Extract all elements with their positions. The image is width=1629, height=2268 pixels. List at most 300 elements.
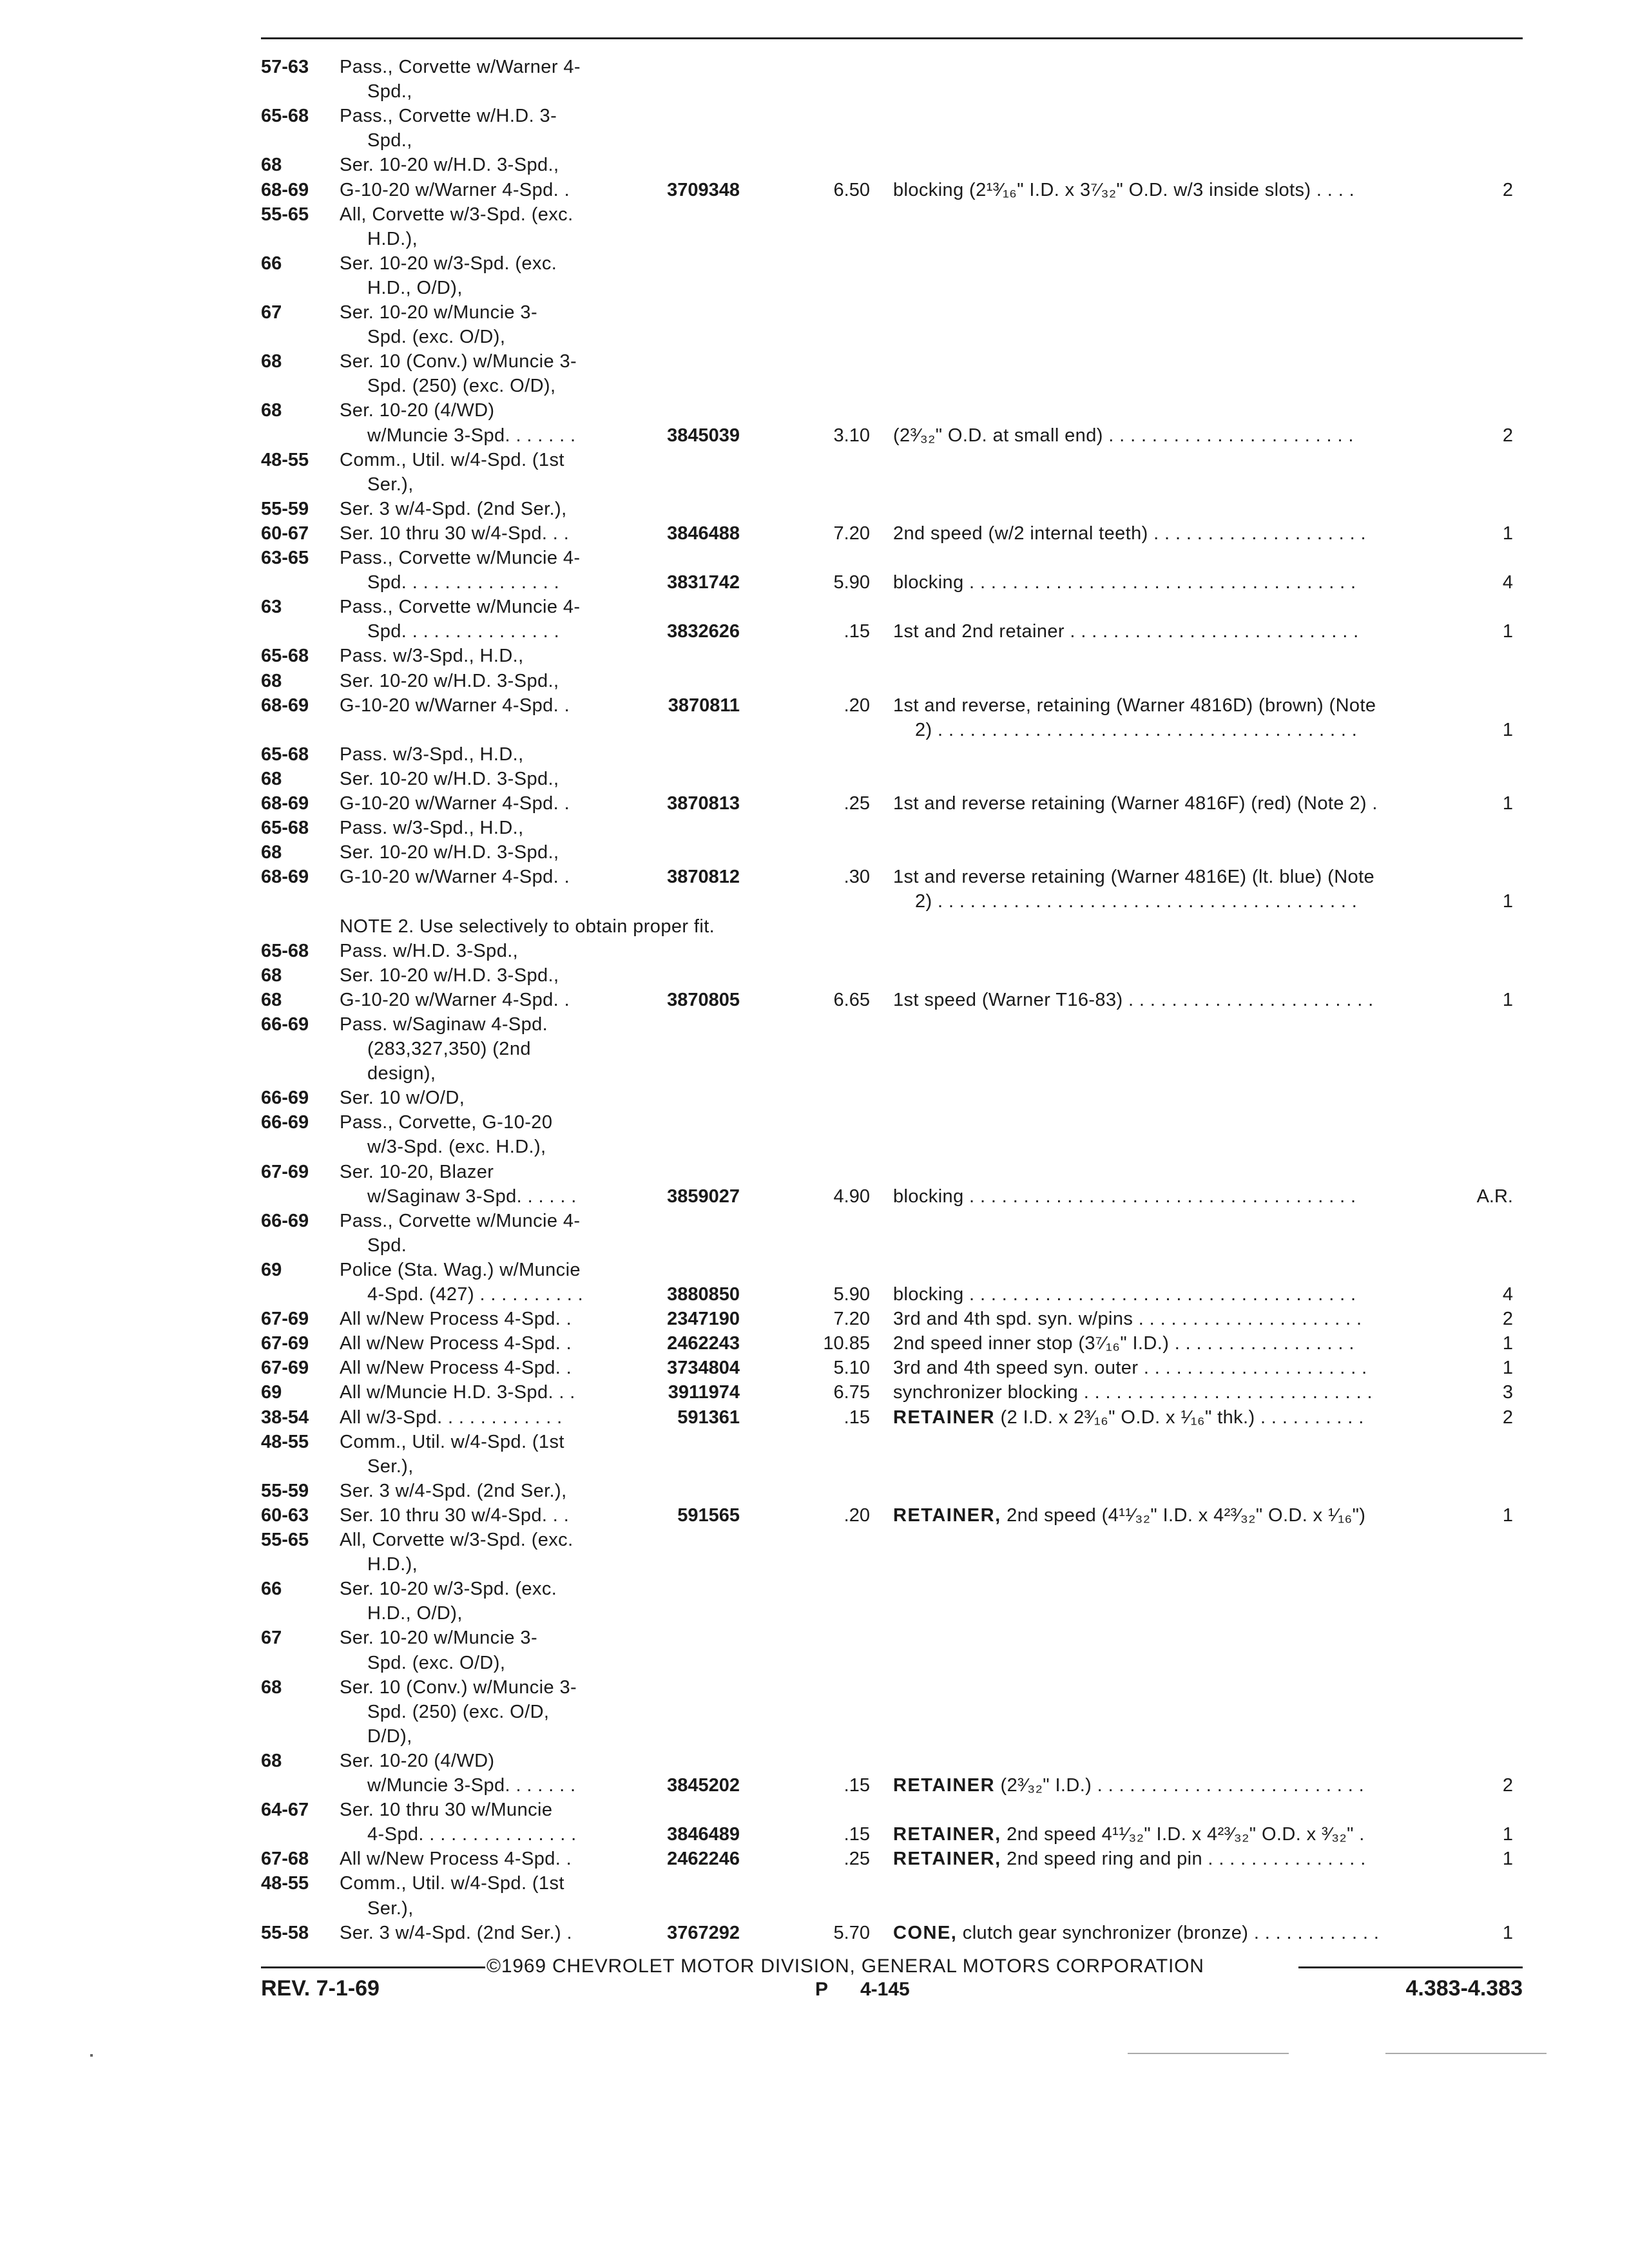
part-detail: blocking (2¹³⁄₁₆" I.D. x 3⁷⁄₃₂" O.D. w/3 inside slots) . . . . — [893, 180, 1355, 200]
model-years: 68-69 — [261, 793, 309, 814]
list-price: .25 — [843, 1849, 870, 1869]
part-number: 3846489 — [667, 1824, 740, 1845]
part-description — [893, 1847, 1366, 1870]
part-name: RETAINER — [893, 1775, 996, 1796]
part-number: 3831742 — [667, 572, 740, 593]
part-description — [893, 1921, 1379, 1945]
part-detail: 2nd speed inner stop (3⁷⁄₁₆" I.D.) . . . . . . . . . . . . . . . . . — [893, 1333, 1354, 1354]
part-detail: blocking . . . . . . . . . . . . . . . . . . . . . . . . . . . . . . . . . . . . — [893, 1284, 1356, 1305]
quantity: 2 — [1502, 425, 1513, 446]
table-row — [0, 1234, 1629, 1257]
part-name: CONE, — [893, 1923, 958, 1943]
part-number: 3870805 — [667, 990, 740, 1010]
table-row — [0, 841, 1629, 864]
application-text: All w/Muncie H.D. 3-Spd. . . — [340, 1382, 575, 1403]
model-years: 67-69 — [261, 1162, 309, 1182]
table-row — [0, 227, 1629, 251]
application-text: H.D.), — [367, 229, 418, 249]
quantity: 1 — [1502, 1505, 1513, 1526]
application-text: G-10-20 w/Warner 4-Spd. . — [340, 180, 570, 200]
application-text: Ser. 10-20 w/Muncie 3- — [340, 1628, 537, 1648]
page-number: 4-145 — [860, 1979, 910, 2000]
application-text: D/D), — [367, 1726, 412, 1747]
application-text: All w/3-Spd. . . . . . . . . . . . — [340, 1407, 563, 1428]
table-row — [0, 1823, 1629, 1846]
table-row — [0, 865, 1629, 889]
part-description — [893, 1332, 1354, 1355]
part-detail: 2nd speed ring and pin . . . . . . . . . . . . . . . — [1001, 1849, 1366, 1869]
table-row — [0, 1037, 1629, 1061]
model-years: 66 — [261, 1579, 282, 1599]
model-years: 66-69 — [261, 1014, 309, 1035]
model-years: 67-69 — [261, 1333, 309, 1354]
model-years: 55-65 — [261, 1530, 309, 1550]
top-rule — [261, 37, 1523, 39]
copyright-text: ©1969 CHEVROLET MOTOR DIVISION, GENERAL MOTORS CORPORATION — [487, 1956, 1204, 1977]
table-row — [0, 620, 1629, 643]
model-years: 68 — [261, 1751, 282, 1771]
part-description — [893, 1504, 1365, 1527]
part-description — [893, 1823, 1365, 1846]
model-years: 68 — [261, 155, 282, 175]
part-name: RETAINER — [893, 1407, 996, 1428]
table-row — [0, 1209, 1629, 1233]
table-row — [0, 325, 1629, 349]
table-row — [0, 767, 1629, 791]
application-text: Comm., Util. w/4-Spd. (1st — [340, 1873, 564, 1894]
part-detail: blocking . . . . . . . . . . . . . . . . . . . . . . . . . . . . . . . . . . . . — [893, 1186, 1356, 1207]
application-text: Ser. 10-20 w/H.D. 3-Spd., — [340, 965, 559, 986]
application-text: Ser. 10 (Conv.) w/Muncie 3- — [340, 351, 577, 372]
application-text: Pass. w/Saginaw 4-Spd. — [340, 1014, 548, 1035]
table-row — [0, 1872, 1629, 1895]
part-number: 3846488 — [667, 523, 740, 544]
application-text: Ser. 10 (Conv.) w/Muncie 3- — [340, 1677, 577, 1698]
application-text: NOTE 2. Use selectively to obtain proper fit. — [340, 916, 715, 937]
model-years: 60-67 — [261, 523, 309, 544]
application-text: Ser. 10-20 w/H.D. 3-Spd., — [340, 842, 559, 863]
list-price: 7.20 — [833, 1309, 870, 1329]
application-text: Ser.), — [367, 1456, 414, 1477]
part-number: 3859027 — [667, 1186, 740, 1207]
model-years: 69 — [261, 1260, 282, 1280]
model-years: 63 — [261, 597, 282, 617]
part-detail: 2nd speed (4¹¹⁄₃₂" I.D. x 4²³⁄₃₂" O.D. x ¹⁄₁₆") — [1001, 1505, 1366, 1526]
model-years: 64-67 — [261, 1800, 309, 1820]
application-text: G-10-20 w/Warner 4-Spd. . — [340, 990, 570, 1010]
application-text: All w/New Process 4-Spd. . — [340, 1309, 572, 1329]
quantity: 1 — [1502, 523, 1513, 544]
table-row — [0, 890, 1629, 913]
copyright-rule-left — [261, 1966, 485, 1968]
application-text: G-10-20 w/Warner 4-Spd. . — [340, 793, 570, 814]
scan-speck — [90, 2054, 93, 2057]
part-description — [893, 522, 1366, 545]
application-text: Ser.), — [367, 474, 414, 495]
application-text: Ser. 3 w/4-Spd. (2nd Ser.), — [340, 499, 567, 519]
application-text: 4-Spd. (427) . . . . . . . . . . — [367, 1284, 584, 1305]
quantity: 1 — [1502, 1849, 1513, 1869]
page-letter: P — [815, 1979, 829, 2000]
model-years: 66-69 — [261, 1112, 309, 1133]
application-text: All w/New Process 4-Spd. . — [340, 1849, 572, 1869]
application-text: All, Corvette w/3-Spd. (exc. — [340, 204, 574, 225]
model-years: 65-68 — [261, 941, 309, 961]
part-detail: 2) . . . . . . . . . . . . . . . . . . . . . . . . . . . . . . . . . . . . . . . — [915, 720, 1358, 740]
table-row — [0, 792, 1629, 815]
model-years: 65-68 — [261, 646, 309, 666]
table-row — [0, 1725, 1629, 1748]
quantity: A.R. — [1476, 1186, 1513, 1207]
model-years: 69 — [261, 1382, 282, 1403]
application-text: Spd. . . . . . . . . . . . . . . — [367, 621, 560, 642]
part-description — [893, 988, 1374, 1012]
part-number: 3767292 — [667, 1923, 740, 1943]
model-years: 68 — [261, 671, 282, 691]
application-text: Comm., Util. w/4-Spd. (1st — [340, 450, 564, 470]
part-number: 2462246 — [667, 1849, 740, 1869]
list-price: .15 — [843, 621, 870, 642]
application-text: Pass., Corvette w/Muncie 4- — [340, 1211, 581, 1231]
application-text: Spd. (250) (exc. O/D, — [367, 1702, 550, 1722]
model-years: 68-69 — [261, 180, 309, 200]
application-text: Ser. 10 thru 30 w/Muncie — [340, 1800, 553, 1820]
part-number: 3709348 — [667, 180, 740, 200]
model-years: 60-63 — [261, 1505, 309, 1526]
part-number: 3870811 — [668, 695, 740, 716]
table-row — [0, 276, 1629, 300]
table-row — [0, 1013, 1629, 1036]
table-row — [0, 644, 1629, 668]
part-number: 3832626 — [667, 621, 740, 642]
quantity: 4 — [1502, 572, 1513, 593]
quantity: 1 — [1502, 891, 1513, 912]
model-years: 63-65 — [261, 548, 309, 568]
model-years: 48-55 — [261, 450, 309, 470]
quantity: 1 — [1502, 1824, 1513, 1845]
part-detail: 1st speed (Warner T16-83) . . . . . . . . . . . . . . . . . . . . . . . — [893, 990, 1374, 1010]
table-row — [0, 546, 1629, 570]
application-text: w/Muncie 3-Spd. . . . . . . — [367, 425, 576, 446]
part-number: 3845039 — [667, 425, 740, 446]
quantity: 4 — [1502, 1284, 1513, 1305]
application-text: Ser. 10 thru 30 w/4-Spd. . . — [340, 523, 570, 544]
model-years: 48-55 — [261, 1432, 309, 1452]
list-price: .15 — [843, 1407, 870, 1428]
table-row — [0, 1332, 1629, 1355]
application-text: Ser. 10-20 w/H.D. 3-Spd., — [340, 769, 559, 789]
list-price: 6.65 — [833, 990, 870, 1010]
part-description — [915, 718, 1357, 742]
table-row — [0, 1479, 1629, 1503]
table-row — [0, 1700, 1629, 1724]
table-row — [0, 1897, 1629, 1920]
list-price: .30 — [843, 867, 870, 887]
table-row — [0, 399, 1629, 422]
table-row — [0, 1553, 1629, 1576]
model-years: 67-69 — [261, 1358, 309, 1378]
part-number: 2462243 — [667, 1333, 740, 1354]
application-text: Ser. 10 thru 30 w/4-Spd. . . — [340, 1505, 570, 1526]
table-row — [0, 104, 1629, 128]
scan-line-fragment — [1128, 2053, 1289, 2054]
part-number: 3880850 — [667, 1284, 740, 1305]
table-row — [0, 80, 1629, 103]
part-detail: 2) . . . . . . . . . . . . . . . . . . . . . . . . . . . . . . . . . . . . . . . — [915, 891, 1358, 912]
model-years: 55-65 — [261, 204, 309, 225]
table-row — [0, 1602, 1629, 1625]
table-row — [0, 1626, 1629, 1649]
part-detail: 1st and 2nd retainer . . . . . . . . . . . . . . . . . . . . . . . . . . . — [893, 621, 1359, 642]
application-text: Ser. 3 w/4-Spd. (2nd Ser.) . — [340, 1923, 572, 1943]
list-price: .20 — [843, 695, 870, 716]
part-number: 591565 — [677, 1505, 740, 1526]
table-row — [0, 816, 1629, 840]
list-price: .25 — [843, 793, 870, 814]
revision-date: REV. 7-1-69 — [261, 1976, 380, 2001]
application-text: Pass. w/3-Spd., H.D., — [340, 646, 524, 666]
application-text: Pass., Corvette w/Muncie 4- — [340, 597, 581, 617]
quantity: 1 — [1502, 621, 1513, 642]
part-detail: clutch gear synchronizer (bronze) . . . . . . . . . . . . — [957, 1923, 1380, 1943]
part-detail: 3rd and 4th spd. syn. w/pins . . . . . . . . . . . . . . . . . . . . . — [893, 1309, 1362, 1329]
table-row — [0, 718, 1629, 742]
table-row — [0, 1160, 1629, 1184]
part-detail: 1st and reverse retaining (Warner 4816E) (lt. blue) (Note — [893, 867, 1375, 887]
table-row — [0, 1356, 1629, 1379]
part-detail: 2nd speed (w/2 internal teeth) . . . . . . . . . . . . . . . . . . . . — [893, 523, 1366, 544]
quantity: 1 — [1502, 1923, 1513, 1943]
application-text: Ser. 10-20, Blazer — [340, 1162, 494, 1182]
application-text: w/Saginaw 3-Spd. . . . . . — [367, 1186, 577, 1207]
part-number: 2347190 — [667, 1309, 740, 1329]
model-years: 65-68 — [261, 106, 309, 126]
part-description — [893, 620, 1359, 643]
application-text: Spd. . . . . . . . . . . . . . . — [367, 572, 560, 593]
quantity: 1 — [1502, 793, 1513, 814]
application-text: Police (Sta. Wag.) w/Muncie — [340, 1260, 581, 1280]
model-years: 66-69 — [261, 1088, 309, 1108]
list-price: 5.70 — [833, 1923, 870, 1943]
copyright-line — [0, 1955, 1629, 1978]
part-name: RETAINER, — [893, 1824, 1001, 1845]
quantity: 1 — [1502, 990, 1513, 1010]
application-text: H.D., O/D), — [367, 278, 463, 298]
application-text: Ser. 10-20 w/3-Spd. (exc. — [340, 1579, 557, 1599]
table-row — [0, 1258, 1629, 1282]
quantity: 2 — [1502, 1407, 1513, 1428]
table-row — [0, 1921, 1629, 1945]
part-description — [893, 1774, 1364, 1797]
part-description — [893, 1381, 1373, 1404]
application-text: Ser. 10-20 w/3-Spd. (exc. — [340, 253, 557, 274]
part-description — [893, 1307, 1362, 1331]
part-number: 3911974 — [668, 1382, 740, 1403]
part-description — [893, 865, 1374, 889]
application-text: Spd., — [367, 130, 412, 151]
model-years: 68 — [261, 842, 282, 863]
table-row — [0, 1135, 1629, 1158]
model-years: 68-69 — [261, 867, 309, 887]
table-row — [0, 350, 1629, 373]
table-row — [0, 55, 1629, 79]
application-text: Pass., Corvette w/H.D. 3- — [340, 106, 557, 126]
application-text: 4-Spd. . . . . . . . . . . . . . . — [367, 1824, 577, 1845]
table-row — [0, 1062, 1629, 1085]
table-row — [0, 1749, 1629, 1773]
table-row — [0, 571, 1629, 594]
list-price: .20 — [843, 1505, 870, 1526]
table-row — [0, 153, 1629, 177]
part-number: 3870812 — [667, 867, 740, 887]
part-description — [893, 694, 1376, 717]
list-price: 6.50 — [833, 180, 870, 200]
application-text: H.D.), — [367, 1554, 418, 1575]
application-text: Ser. 10-20 w/H.D. 3-Spd., — [340, 671, 559, 691]
application-text: Ser. 10-20 (4/WD) — [340, 400, 495, 421]
model-years: 55-59 — [261, 1481, 309, 1501]
table-row — [0, 473, 1629, 496]
application-text: Spd. (exc. O/D), — [367, 1653, 506, 1673]
part-description — [893, 571, 1356, 594]
part-detail: 1st and reverse retaining (Warner 4816F) (red) (Note 2) . — [893, 793, 1378, 814]
table-row — [0, 1283, 1629, 1306]
table-row — [0, 129, 1629, 152]
model-years: 67-69 — [261, 1309, 309, 1329]
application-text: Spd. (exc. O/D), — [367, 327, 506, 347]
application-text: Spd. (250) (exc. O/D), — [367, 376, 556, 396]
table-row — [0, 1774, 1629, 1797]
application-text: w/3-Spd. (exc. H.D.), — [367, 1137, 546, 1157]
part-description — [893, 1356, 1367, 1379]
model-years: 48-55 — [261, 1873, 309, 1894]
part-description — [893, 792, 1378, 815]
part-description — [893, 1283, 1356, 1306]
application-text: All w/New Process 4-Spd. . — [340, 1333, 572, 1354]
model-years: 68 — [261, 351, 282, 372]
application-text: Spd., — [367, 81, 412, 102]
part-number: 591361 — [677, 1407, 740, 1428]
table-row — [0, 1111, 1629, 1134]
part-detail: 3rd and 4th speed syn. outer . . . . . . . . . . . . . . . . . . . . . — [893, 1358, 1367, 1378]
model-years: 68 — [261, 965, 282, 986]
table-row — [0, 203, 1629, 226]
model-years: 66 — [261, 253, 282, 274]
model-years: 68 — [261, 769, 282, 789]
list-price: 5.90 — [833, 572, 870, 593]
application-text: design), — [367, 1063, 436, 1084]
model-years: 65-68 — [261, 744, 309, 765]
table-row — [0, 669, 1629, 693]
table-row — [0, 694, 1629, 717]
model-years: 68-69 — [261, 695, 309, 716]
application-text: Ser. 10-20 (4/WD) — [340, 1751, 495, 1771]
part-description — [915, 890, 1357, 913]
application-text: (283,327,350) (2nd — [367, 1039, 531, 1059]
table-row — [0, 964, 1629, 987]
table-row — [0, 915, 1629, 938]
part-name: RETAINER, — [893, 1849, 1001, 1869]
quantity: 1 — [1502, 720, 1513, 740]
quantity: 3 — [1502, 1382, 1513, 1403]
application-text: Pass., Corvette, G-10-20 — [340, 1112, 553, 1133]
application-text: Spd. — [367, 1235, 407, 1256]
table-row — [0, 448, 1629, 472]
table-row — [0, 1430, 1629, 1454]
model-years: 67 — [261, 302, 282, 323]
part-detail: blocking . . . . . . . . . . . . . . . . . . . . . . . . . . . . . . . . . . . . — [893, 572, 1356, 593]
model-years: 68 — [261, 1677, 282, 1698]
part-number: 3845202 — [667, 1775, 740, 1796]
table-row — [0, 595, 1629, 619]
quantity: 2 — [1502, 180, 1513, 200]
application-text: Pass. w/3-Spd., H.D., — [340, 744, 524, 765]
quantity: 2 — [1502, 1775, 1513, 1796]
part-number: 3870813 — [667, 793, 740, 814]
part-detail: (2 I.D. x 2³⁄₁₆" O.D. x ¹⁄₁₆" thk.) . . . . . . . . . . — [995, 1407, 1364, 1428]
list-price: 7.20 — [833, 523, 870, 544]
table-row — [0, 988, 1629, 1012]
quantity: 1 — [1502, 1333, 1513, 1354]
copyright-rule-right — [1298, 1966, 1523, 1968]
part-detail: (2³⁄₃₂" I.D.) . . . . . . . . . . . . . . . . . . . . . . . . . — [995, 1775, 1365, 1796]
part-detail: 1st and reverse, retaining (Warner 4816D) (brown) (Note — [893, 695, 1376, 716]
part-detail: 2nd speed 4¹¹⁄₃₂" I.D. x 4²³⁄₃₂" O.D. x ³⁄₃₂" . — [1001, 1824, 1365, 1845]
list-price: 5.10 — [833, 1358, 870, 1378]
application-text: G-10-20 w/Warner 4-Spd. . — [340, 695, 570, 716]
table-row — [0, 252, 1629, 275]
application-text: Ser.), — [367, 1898, 414, 1919]
model-years: 67 — [261, 1628, 282, 1648]
table-row — [0, 424, 1629, 447]
quantity: 2 — [1502, 1309, 1513, 1329]
application-text: Ser. 10-20 w/H.D. 3-Spd., — [340, 155, 559, 175]
application-text: All, Corvette w/3-Spd. (exc. — [340, 1530, 574, 1550]
table-row — [0, 1504, 1629, 1527]
model-years: 68 — [261, 990, 282, 1010]
table-row — [0, 374, 1629, 398]
table-row — [0, 1798, 1629, 1821]
application-text: Pass. w/H.D. 3-Spd., — [340, 941, 519, 961]
part-description — [893, 178, 1354, 202]
table-row — [0, 1086, 1629, 1110]
model-years: 57-63 — [261, 57, 309, 77]
application-text: Pass. w/3-Spd., H.D., — [340, 818, 524, 838]
table-row — [0, 301, 1629, 324]
application-text: Comm., Util. w/4-Spd. (1st — [340, 1432, 564, 1452]
part-description — [893, 424, 1354, 447]
list-price: 5.90 — [833, 1284, 870, 1305]
part-detail: (2³⁄₃₂" O.D. at small end) . . . . . . . . . . . . . . . . . . . . . . . — [893, 425, 1354, 446]
table-row — [0, 1577, 1629, 1600]
part-description — [893, 1185, 1356, 1208]
list-price: 6.75 — [833, 1382, 870, 1403]
application-text: w/Muncie 3-Spd. . . . . . . — [367, 1775, 576, 1796]
table-row — [0, 1185, 1629, 1208]
part-name: RETAINER, — [893, 1505, 1001, 1526]
scan-line-fragment — [1385, 2053, 1547, 2054]
application-text: H.D., O/D), — [367, 1603, 463, 1624]
model-years: 67-68 — [261, 1849, 309, 1869]
section-number: 4.383-4.383 — [1405, 1976, 1523, 2001]
application-text: Ser. 10 w/O/D, — [340, 1088, 465, 1108]
part-detail: synchronizer blocking . . . . . . . . . . . . . . . . . . . . . . . . . . . — [893, 1382, 1373, 1403]
table-row — [0, 1307, 1629, 1331]
quantity: 1 — [1502, 1358, 1513, 1378]
list-price: 4.90 — [833, 1186, 870, 1207]
table-row — [0, 1651, 1629, 1675]
table-row — [0, 1676, 1629, 1699]
